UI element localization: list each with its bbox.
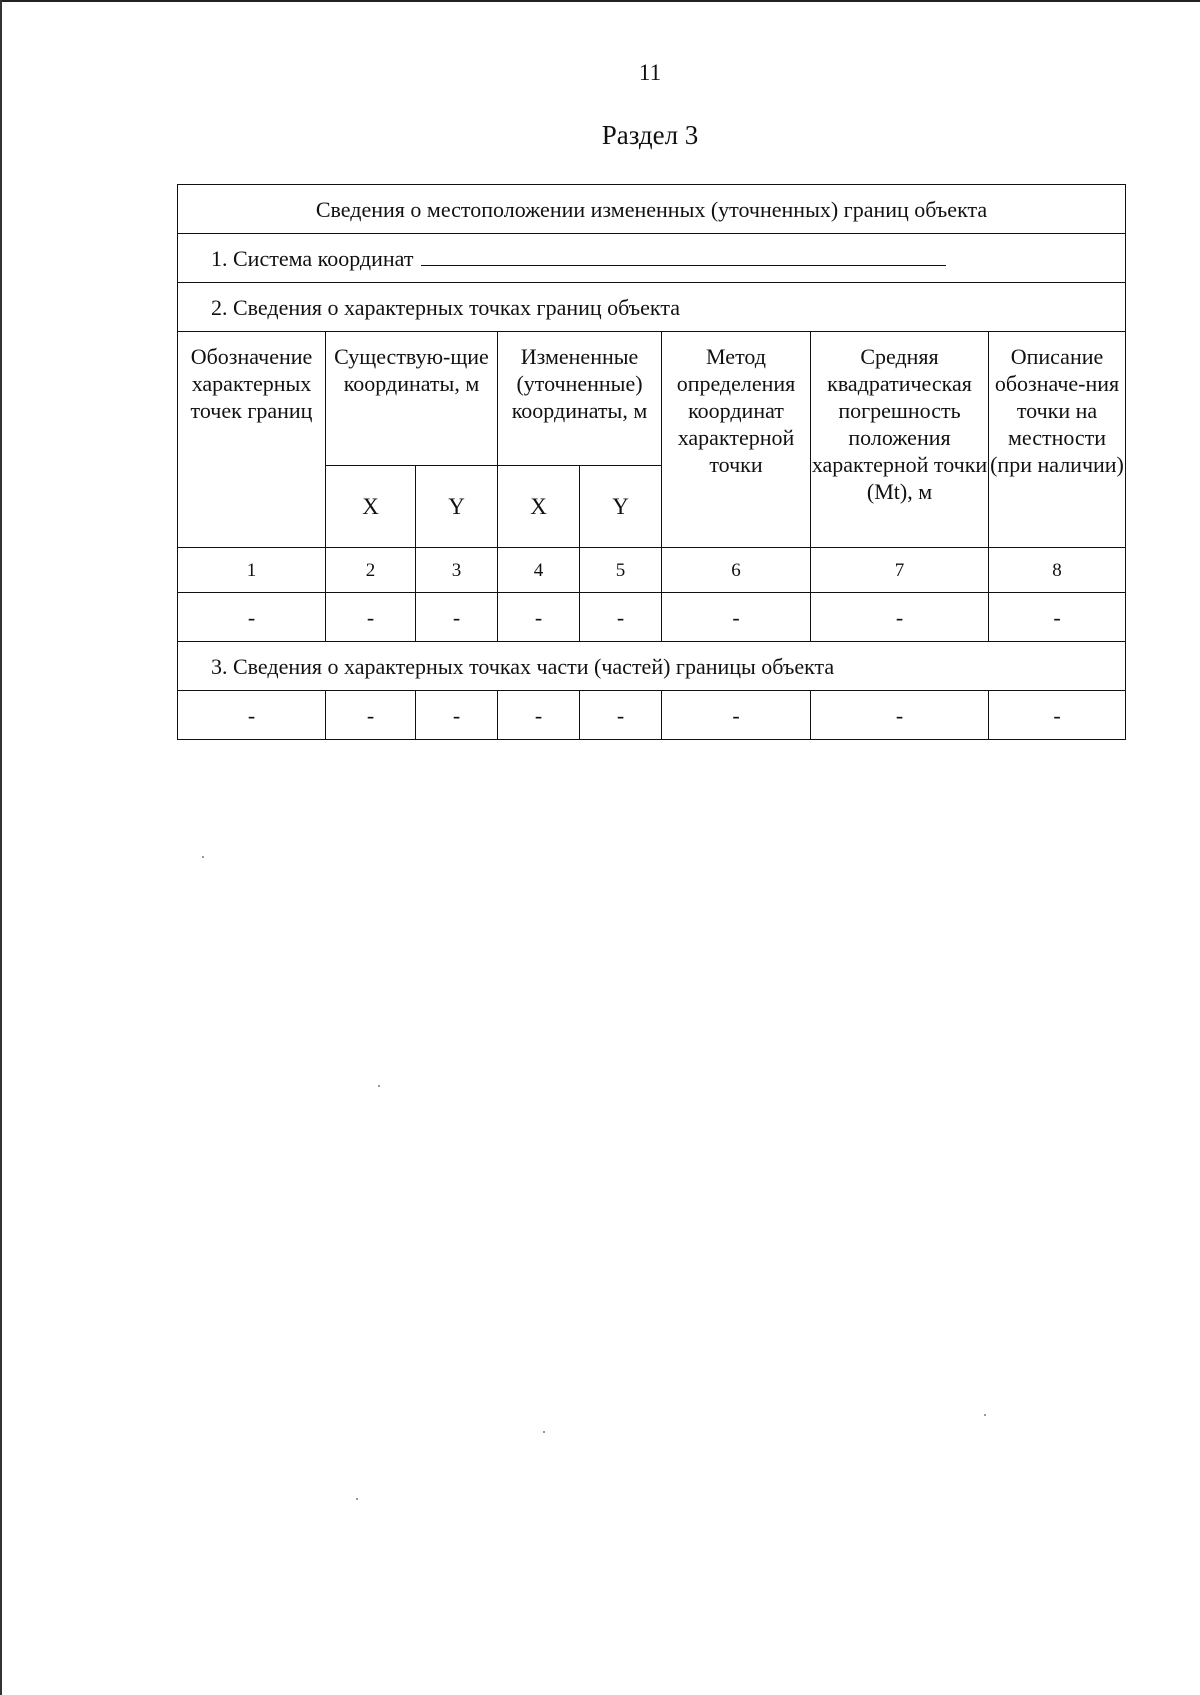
scan-speck [202, 856, 204, 858]
table-row [178, 691, 1126, 740]
table-title: Сведения о местоположении измененных (уточненных) границ объекта [178, 185, 1126, 234]
header-mean-error: Средняя квадратическая погрешность положения характерной точки (Mt), м [811, 332, 989, 548]
table-cell: - [326, 593, 416, 642]
table-cell: - [580, 691, 662, 740]
column-number: 3 [416, 548, 498, 593]
table-cell: - [989, 593, 1126, 642]
table-cell: - [662, 593, 811, 642]
table-cell: - [662, 691, 811, 740]
scan-speck [378, 1085, 380, 1087]
header-description: Описание обозначе-ния точки на местности (при наличии) [989, 332, 1126, 548]
header-existing-x: X [326, 466, 416, 548]
page-edge [0, 0, 1200, 2]
column-number: 1 [178, 548, 326, 593]
table-cell: - [326, 691, 416, 740]
coordinate-system-row [178, 234, 1126, 283]
column-number: 6 [662, 548, 811, 593]
table-cell: - [178, 593, 326, 642]
header-method: Метод определения координат характерной точки [662, 332, 811, 548]
column-number-row [178, 548, 1126, 593]
table-cell: - [498, 593, 580, 642]
points-section-heading: 2. Сведения о характерных точках границ объекта [178, 283, 1126, 332]
scan-speck [356, 1498, 358, 1500]
parts-section-heading: 3. Сведения о характерных точках части (частей) границы объекта [178, 642, 1126, 691]
table-cell: - [498, 691, 580, 740]
table-cell: - [416, 691, 498, 740]
column-number: 4 [498, 548, 580, 593]
scan-speck [543, 1431, 545, 1433]
page-edge [0, 0, 2, 1695]
column-number: 7 [811, 548, 989, 593]
header-point-designation: Обозначение характерных точек границ [178, 332, 326, 548]
header-existing-y: Y [416, 466, 498, 548]
table-cell: - [416, 593, 498, 642]
header-changed-coordinates: Измененные (уточненные) координаты, м [498, 332, 662, 466]
section-title: Раздел 3 [601, 120, 699, 150]
header-changed-y: Y [580, 466, 662, 548]
header-existing-coordinates: Существую-щие координаты, м [326, 332, 498, 466]
column-number: 2 [326, 548, 416, 593]
coordinate-system-blank [421, 245, 946, 266]
coordinate-system-label: 1. Система координат [211, 245, 414, 271]
table-cell: - [811, 593, 989, 642]
column-number: 5 [580, 548, 662, 593]
page-number: 11 [638, 60, 662, 85]
scan-speck [984, 1414, 986, 1416]
boundary-info-table [177, 184, 1126, 740]
table-cell: - [811, 691, 989, 740]
table-cell: - [989, 691, 1126, 740]
table-cell: - [178, 691, 326, 740]
header-changed-x: X [498, 466, 580, 548]
column-number: 8 [989, 548, 1126, 593]
table-row [178, 593, 1126, 642]
table-cell: - [580, 593, 662, 642]
